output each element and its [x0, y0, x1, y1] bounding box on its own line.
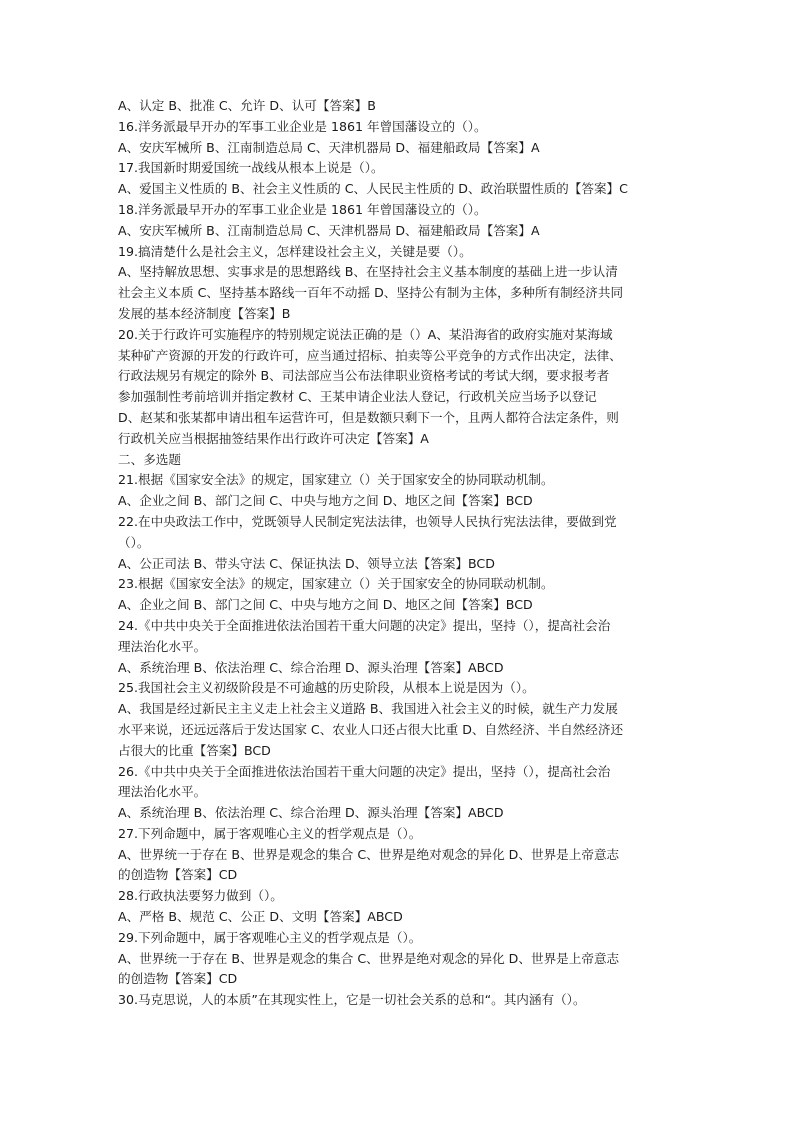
question-18: 18.洋务派最早开办的军事工业企业是 1861 年曾国藩设立的（）。	[118, 201, 487, 217]
text-line: A、世界统一于存在 B、世界是观念的集合 C、世界是绝对观念的异化 D、世界是上帝意志	[118, 846, 620, 862]
question-19: 19.搞清楚什么是社会主义，怎样建设社会主义，关键是要（）。	[118, 243, 472, 259]
text-line: A、系统治理 B、依法治理 C、综合治理 D、源头治理【答案】ABCD	[118, 659, 504, 675]
text-line: A、企业之间 B、部门之间 C、中央与地方之间 D、地区之间【答案】BCD	[118, 493, 533, 509]
text-line: A、安庆军械所 B、江南制造总局 C、天津机器局 D、福建船政局【答案】A	[118, 139, 540, 155]
text-line: D、赵某和张某都申请出租车运营许可，但是数额只剩下一个，且两人都符合法定条件，则	[118, 409, 619, 425]
question-17: 17.我国新时期爱国统一战线从根本上说是（）。	[118, 160, 384, 176]
text-line: 理法治化水平。	[118, 638, 207, 654]
text-line: （）。	[118, 534, 150, 550]
text-line: 某种矿产资源的开发的行政许可，应当通过招标、拍卖等公平竞争的方式作出决定，法律、	[118, 347, 622, 363]
document-body	[118, 96, 678, 1011]
question-23: 23.根据《国家安全法》的规定，国家建立（）关于国家安全的协同联动机制。	[118, 576, 554, 592]
text-line: 社会主义本质 C、坚持基本路线一百年不动摇 D、坚持公有制为主体，多种所有制经济共同	[118, 285, 624, 301]
question-27: 27.下列命题中，属于客观唯心主义的哲学观点是（）。	[118, 825, 422, 841]
question-20: 20.关于行政许可实施程序的特别规定说法正确的是（）A、某沿海省的政府实施对某海域	[118, 326, 613, 342]
question-24: 24.《中共中央关于全面推进依法治国若干重大问题的决定》提出，坚持（），提高社会治	[118, 617, 611, 633]
text-line: 发展的基本经济制度【答案】B	[118, 305, 291, 321]
text-line: A、坚持解放思想、实事求是的思想路线 B、在坚持社会主义基本制度的基础上进一步认清	[118, 264, 618, 280]
text-line: 理法治化水平。	[118, 784, 207, 800]
question-25: 25.我国社会主义初级阶段是不可逾越的历史阶段，从根本上说是因为（）。	[118, 680, 535, 696]
text-line: A、系统治理 B、依法治理 C、综合治理 D、源头治理【答案】ABCD	[118, 805, 504, 821]
question-26: 26.《中共中央关于全面推进依法治国若干重大问题的决定》提出，坚持（），提高社会治	[118, 763, 611, 779]
text-line: A、公正司法 B、带头守法 C、保证执法 D、领导立法【答案】BCD	[118, 555, 495, 571]
text-line: A、安庆军械所 B、江南制造总局 C、天津机器局 D、福建船政局【答案】A	[118, 222, 540, 238]
text-line: A、严格 B、规范 C、公正 D、文明【答案】ABCD	[118, 909, 403, 925]
text-line: 参加强制性考前培训并指定教材 C、王某申请企业法人登记，行政机关应当场予以登记	[118, 389, 597, 405]
text-line: A、爱国主义性质的 B、社会主义性质的 C、人民民主性质的 D、政治联盟性质的【答案】C	[118, 181, 628, 197]
question-30: 30.马克思说，人的本质”在其现实性上，它是一切社会关系的总和“。其内涵有（）。	[118, 992, 586, 1008]
question-21: 21.根据《国家安全法》的规定，国家建立（）关于国家安全的协同联动机制。	[118, 472, 554, 488]
question-22: 22.在中央政法工作中，党既领导人民制定宪法法律，也领导人民执行宪法法律，要做到党	[118, 513, 617, 529]
text-line: 的创造物【答案】CD	[118, 867, 238, 883]
question-29: 29.下列命题中，属于客观唯心主义的哲学观点是（）。	[118, 929, 422, 945]
text-line: A、企业之间 B、部门之间 C、中央与地方之间 D、地区之间【答案】BCD	[118, 597, 533, 613]
text-line: A、世界统一于存在 B、世界是观念的集合 C、世界是绝对观念的异化 D、世界是上帝意志	[118, 950, 620, 966]
question-28: 28.行政执法要努力做到（）。	[118, 888, 283, 904]
text-line: A、认定 B、批准 C、允许 D、认可【答案】B	[118, 98, 376, 113]
question-16: 16.洋务派最早开办的军事工业企业是 1861 年曾国藩设立的（）。	[118, 118, 487, 134]
text-line: 占很大的比重【答案】BCD	[118, 742, 271, 758]
text-line: A、我国是经过新民主主义走上社会主义道路 B、我国进入社会主义的时候，就生产力发展	[118, 701, 618, 717]
text-line: 的创造物【答案】CD	[118, 971, 238, 987]
section-heading: 二、多选题	[118, 451, 181, 467]
text-line: 水平来说，还远远落后于发达国家 C、农业人口还占很大比重 D、自然经济、半自然经济还	[118, 721, 624, 737]
text-line: 行政机关应当根据抽签结果作出行政许可决定【答案】A	[118, 430, 429, 446]
text-line: 行政法规另有规定的除外 B、司法部应当公布法律职业资格考试的考试大纲，要求报考者	[118, 368, 610, 384]
